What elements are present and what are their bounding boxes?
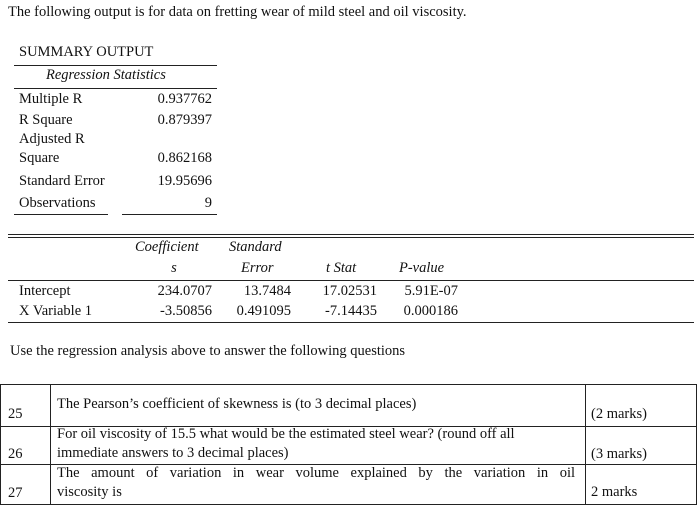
- question-text: The Pearson’s coefficient of skewness is (to 3 decimal places): [57, 396, 417, 412]
- q-border-top: [0, 384, 697, 385]
- question-text: viscosity is: [57, 484, 122, 500]
- stat-label: Observations: [19, 195, 96, 211]
- coef-rule-bottom: [8, 322, 694, 323]
- coef-rule-top: [8, 234, 694, 235]
- question-text: For oil viscosity of 15.5 what would be the estimated steel wear? (round off all: [57, 426, 515, 442]
- coef-rule-top-2: [8, 237, 694, 238]
- question-number: 26: [8, 446, 23, 462]
- tstat-value: 17.02531: [322, 283, 377, 299]
- coef-rule-header: [8, 280, 694, 281]
- se-value: 0.491095: [236, 303, 291, 319]
- header-tstat: t Stat: [326, 260, 357, 276]
- header-pvalue: P-value: [399, 260, 445, 276]
- header-coefficient-s: s: [171, 260, 177, 276]
- summary-rule-top: [14, 65, 217, 66]
- tstat-value: -7.14435: [325, 303, 377, 319]
- regression-stats-heading: Regression Statistics: [46, 67, 166, 83]
- q-border-marks: [585, 384, 586, 505]
- question-marks: (2 marks): [591, 406, 647, 422]
- se-value: 13.7484: [243, 283, 291, 299]
- summary-rule-bottom-right: [122, 214, 217, 215]
- coef-value: 234.0707: [157, 283, 212, 299]
- stat-label: Adjusted R: [19, 131, 85, 147]
- pvalue-value: 5.91E-07: [404, 283, 458, 299]
- q-border-left: [0, 384, 1, 505]
- intro-text: The following output is for data on fretting wear of mild steel and oil viscosity.: [8, 4, 467, 20]
- stat-value: 0.937762: [157, 91, 212, 107]
- question-text: The amount of variation in wear volume explained by the variation in oil: [57, 465, 575, 481]
- pvalue-value: 0.000186: [403, 303, 458, 319]
- stat-label: Square: [19, 150, 60, 166]
- q-border-num: [50, 384, 51, 505]
- summary-title: SUMMARY OUTPUT: [19, 44, 154, 60]
- question-marks: 2 marks: [591, 484, 638, 500]
- stat-label: Multiple R: [19, 91, 83, 107]
- header-standard: Standard: [229, 239, 282, 255]
- summary-rule-mid: [14, 88, 217, 89]
- stat-value: 9: [204, 195, 212, 211]
- question-number: 27: [8, 485, 23, 501]
- header-error: Error: [241, 260, 274, 276]
- stat-value: 0.862168: [157, 150, 212, 166]
- header-coefficient: Coefficient: [135, 239, 199, 255]
- stat-label: Standard Error: [19, 173, 105, 189]
- stat-value: 19.95696: [157, 173, 212, 189]
- stat-label: R Square: [19, 112, 73, 128]
- instruction-text: Use the regression analysis above to answer the following questions: [10, 343, 406, 359]
- summary-rule-bottom-left: [14, 214, 108, 215]
- question-text: immediate answers to 3 decimal places): [57, 445, 289, 461]
- coef-value: -3.50856: [160, 303, 212, 319]
- question-marks: (3 marks): [591, 446, 647, 462]
- row-label: Intercept: [19, 283, 71, 299]
- question-number: 25: [8, 406, 23, 422]
- row-label: X Variable 1: [19, 303, 93, 319]
- q-border-bottom: [0, 504, 697, 505]
- stat-value: 0.879397: [157, 112, 212, 128]
- q-border-right: [696, 384, 697, 505]
